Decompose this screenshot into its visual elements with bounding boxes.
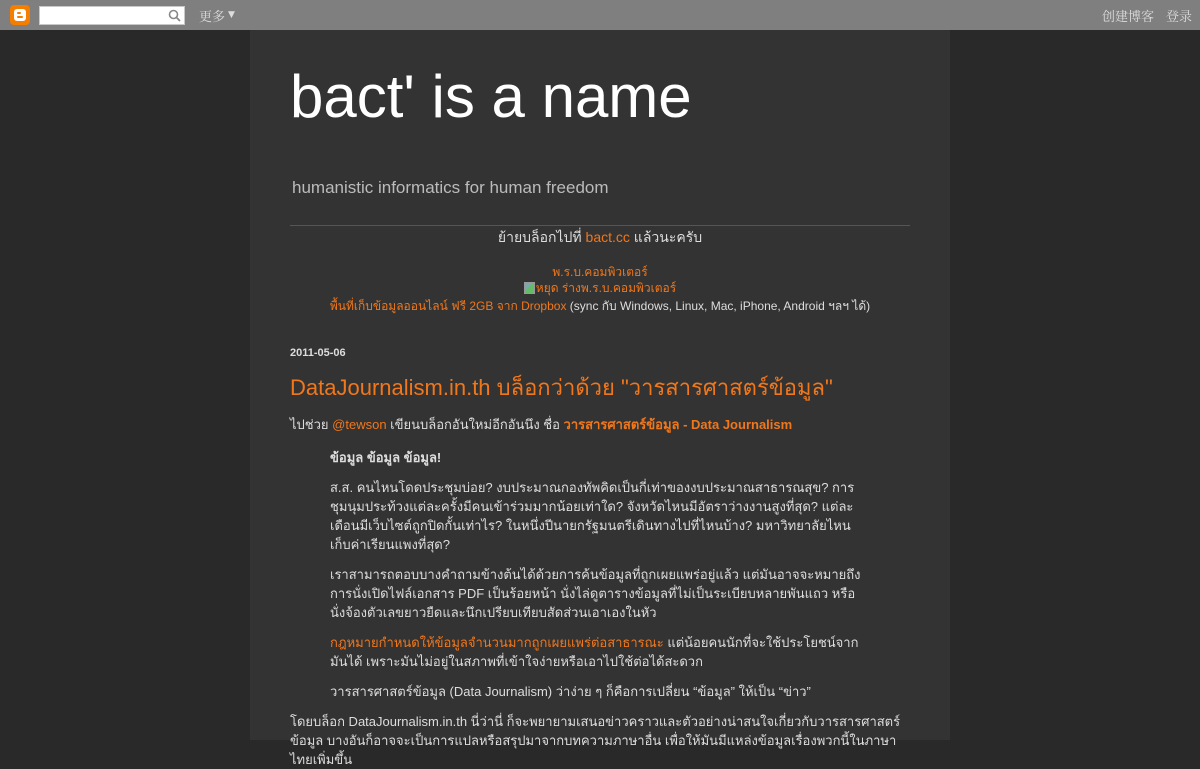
moved-notice <box>290 229 910 245</box>
quote-paragraph-3-rest: แต่น้อยคนนักที่จะใช้ประโยชน์จากมันได้ เพราะมันไม่อยู่ในสภาพที่เข้าใจง่ายหรือเอาไปใช้ต่อได้สะดวก <box>330 635 859 669</box>
stop-computer-act-alt-text: หยุด ร่างพ.ร.บ.คอมพิวเตอร์ <box>535 281 677 295</box>
create-blog-link[interactable]: 创建博客 <box>1101 9 1154 25</box>
dropbox-link[interactable]: พื้นที่เก็บข้อมูลออนไลน์ ฟรี 2GB จาก Dropbox <box>329 299 567 313</box>
post-date: 2011-05-06 <box>290 347 346 359</box>
sidebar-links <box>290 264 910 314</box>
bact-cc-link[interactable]: bact.cc <box>585 229 630 245</box>
blog-column <box>250 30 950 767</box>
post-body <box>290 415 910 769</box>
law-link[interactable]: กฎหมายกำหนดให้ข้อมูลจำนวนมากถูกเผยแพร่ต่อสาธารณะ <box>330 635 664 650</box>
login-link[interactable]: 登录 <box>1165 9 1192 25</box>
blockquote <box>330 448 870 701</box>
search-input[interactable] <box>42 8 164 23</box>
search-icon[interactable] <box>164 7 184 24</box>
chevron-down-icon: ▼ <box>228 10 235 20</box>
quote-paragraph-3 <box>330 633 870 671</box>
quote-paragraph-2: เราสามารถตอบบางคำถามข้างต้นได้ด้วยการค้นข้อมูลที่ถูกเผยแพร่อยู่แล้ว แต่มันอาจจะหมายถึงการนั่งเปิดไฟล์เอกสาร PDF เป็นร้อยหน้า นั่งไล่ดูตารางข้อมูลที่ไม่เป็นระเบียบหลายพันแถว หรือนั่งจ้องตัวเลขยาวยืดและนึกเปรียบเทียบสัดส่วนเอาเองในหัว <box>330 567 861 620</box>
broken-image-icon <box>524 282 535 294</box>
data-journalism-link[interactable]: วารสารศาสตร์ข้อมูล - Data Journalism <box>563 417 793 432</box>
more-menu-label: 更多 <box>199 9 226 25</box>
post-intro <box>290 415 910 434</box>
stop-computer-act-banner[interactable] <box>524 280 676 296</box>
quote-paragraph-4: วารสารศาสตร์ข้อมูล (Data Journalism) ว่าง่าย ๆ ก็คือการเปลี่ยน “ข้อมูล” ให้เป็น “ข่าว” <box>330 684 811 699</box>
blogger-logo-icon[interactable] <box>10 5 30 25</box>
more-menu[interactable] <box>199 6 235 25</box>
intro-text-1: ไปช่วย <box>290 417 333 432</box>
search-box <box>39 6 185 25</box>
notice-prefix: ย้ายบล็อกไปที่ <box>497 229 586 245</box>
post-paragraph: โดยบล็อก DataJournalism.in.th นี่ว่านี่ ก็จะพยายามเสนอข่าวคราวและตัวอย่างน่าสนใจเกี่ยวกับวารสารศาสตร์ข้อมูล บางอันก็อาจจะเป็นการแปลหรือสรุปมาจากบทความภาษาอื่น เพื่อให้มันมีแหล่งข้อมูลเรื่องพวกนี้ในภาษาไทยเพิ่มขึ้น <box>290 714 901 767</box>
tewson-link[interactable]: @tewson <box>332 417 387 432</box>
intro-text-2: เขียนบล็อกอันใหม่อีกอันนึง ชื่อ <box>386 417 564 432</box>
post-title[interactable]: DataJournalism.in.th บล็อกว่าด้วย "วารสารศาสตร์ข้อมูล" <box>290 375 833 400</box>
notice-suffix: แล้วนะครับ <box>629 229 703 245</box>
blogger-navbar <box>0 0 1200 30</box>
navbar-right <box>1102 6 1192 25</box>
quote-heading: ข้อมูล ข้อมูล ข้อมูล! <box>330 450 442 465</box>
blog-title[interactable]: bact' is a name <box>290 63 692 130</box>
quote-paragraph-1: ส.ส. คนไหนโดดประชุมบ่อย? งบประมาณกองทัพคิดเป็นกี่เท่าของงบประมาณสาธารณสุข? การชุมนุมประท้วงแต่ละครั้งมีคนเข้าร่วมมากน้อยเท่าใด? จังหวัดไหนมีอัตราว่างงานสูงที่สุด? แต่ละเดือนมีเว็บไซต์ถูกปิดกั้นเท่าไร? ในหนึ่งปีนายกรัฐมนตรีเดินทางไปที่ไหนบ้าง? มหาวิทยาลัยไหนเก็บค่าเรียนแพงที่สุด? <box>330 480 855 552</box>
header-divider <box>290 225 910 226</box>
computer-act-link[interactable]: พ.ร.บ.คอมพิวเตอร์ <box>552 265 648 279</box>
dropbox-suffix: (sync กับ Windows, Linux, Mac, iPhone, Android ฯลฯ ได้) <box>566 299 871 313</box>
blog-description: humanistic informatics for human freedom <box>292 178 609 197</box>
